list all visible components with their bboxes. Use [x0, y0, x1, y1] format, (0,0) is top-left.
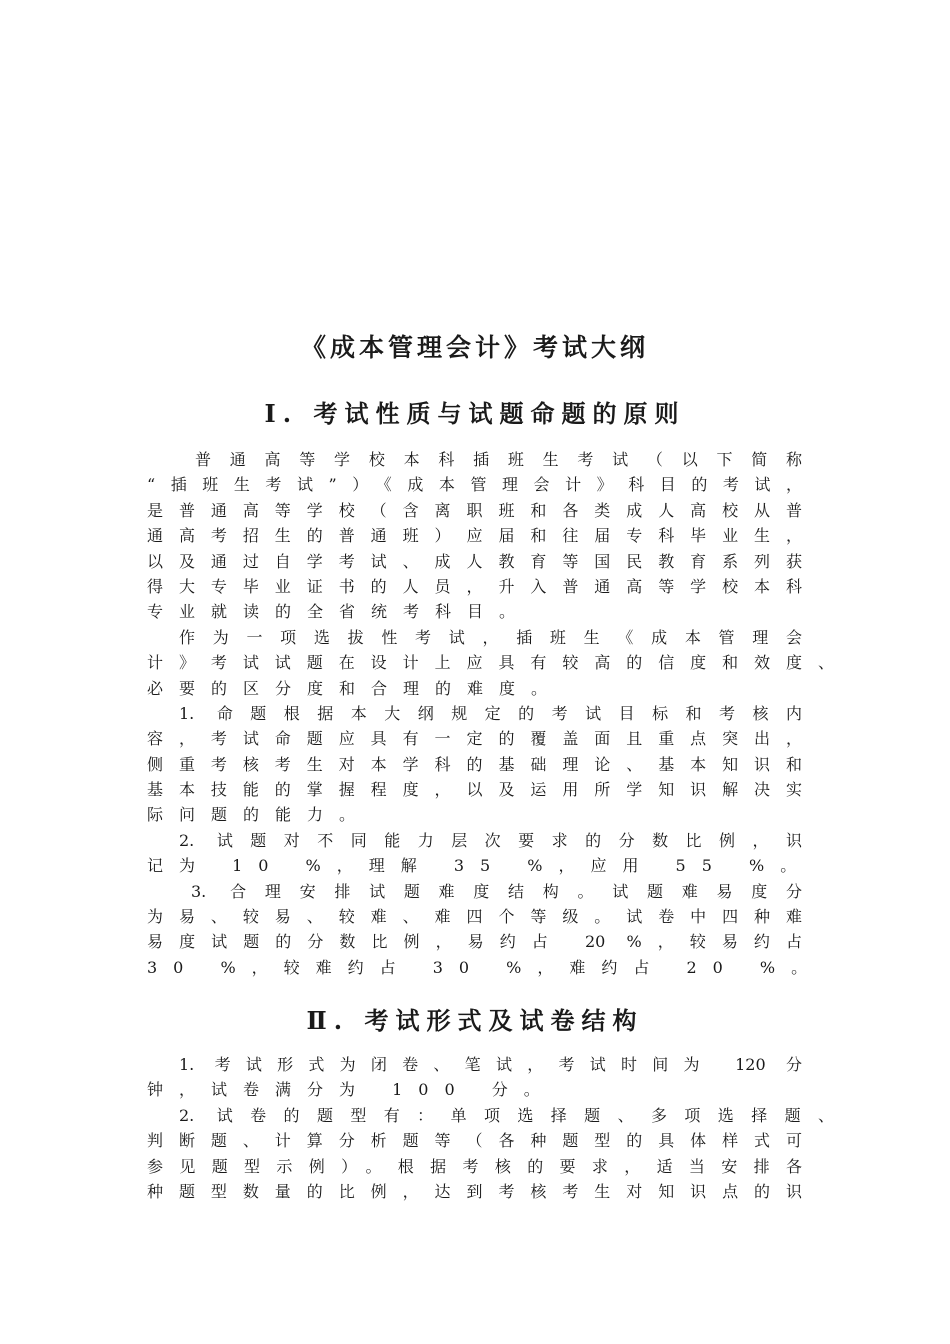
paragraph-line: 种题型数量的比例，达到考核考生对知识点的识 — [147, 1181, 802, 1201]
paragraph-line: 专业就读的全省统考科目。 — [147, 602, 532, 622]
section-2-heading: Ⅱ. 考试形式及试卷结构 — [306, 1006, 644, 1035]
paragraph-line: 30 %，较难约占 30 %，难约占 20 %。 — [147, 957, 824, 977]
paragraph-line: 普通高等学校本科插班生考试（以下简称 — [195, 450, 802, 469]
paragraph-line: 际问题的能力。 — [147, 805, 372, 825]
paragraph-line: 以及通过自学考试、成人教育等国民教育系列获 — [147, 551, 802, 571]
paragraph-line: 基本技能的掌握程度，以及运用所学知识解决实 — [147, 780, 802, 800]
paragraph-line: 作为一项选拔性考试，插班生《成本管理会 — [179, 627, 802, 647]
paragraph-line: 容，考试命题应具有一定的覆盖面且重点突出， — [147, 729, 802, 749]
section-2-body — [147, 1052, 834, 1204]
paragraph-line: 钟，试卷满分为 100 分。 — [147, 1080, 556, 1100]
paragraph-line: 1. 命题根据本大纲规定的考试目标和考核内 — [179, 703, 802, 723]
paragraph-line: 必要的区分度和合理的难度。 — [147, 678, 564, 698]
section-1-body — [147, 447, 834, 980]
paragraph-line: 通高考招生的普通班）应届和往届专科毕业生， — [147, 526, 802, 546]
document-title: 《成本管理会计》考试大纲 — [300, 333, 649, 362]
paragraph-line: “插班生考试”）《成本管理会计》科目的考试， — [147, 475, 802, 495]
paragraph-line: 参见题型示例）。根据考核的要求，适当安排各 — [147, 1156, 802, 1176]
paragraph-line: 是普通高等学校（含离职班和各类成人高校从普 — [147, 500, 802, 520]
paragraph-line: 易度试题的分数比例，易约占 20 %，较易约占 — [147, 932, 802, 952]
paragraph-line: 3. 合理安排试题难度结构。试题难易度分 — [191, 881, 802, 901]
paragraph-line: 记为 10 %，理解 35 %，应用 55 %。 — [147, 856, 813, 876]
paragraph-line: 为易、较易、较难、难四个等级。试卷中四种难 — [147, 907, 802, 927]
paragraph-line: 侧重考核考生对本学科的基础理论、基本知识和 — [147, 754, 802, 774]
paragraph-line: 判断题、计算分析题等（各种题型的具体样式可 — [147, 1131, 802, 1151]
paragraph-line: 2. 试卷的题型有：单项选择题、多项选择题、 — [179, 1105, 834, 1125]
section-1-heading: Ⅰ. 考试性质与试题命题的原则 — [264, 399, 686, 428]
paragraph-line: 1. 考试形式为闭卷、笔试，考试时间为 120 分 — [179, 1055, 802, 1074]
paragraph-line: 得大专毕业证书的人员，升入普通高等学校本科 — [147, 576, 802, 596]
paragraph-line: 2. 试题对不同能力层次要求的分数比例，识 — [179, 830, 802, 850]
paragraph-line: 计》考试试题在设计上应具有较高的信度和效度、 — [147, 653, 834, 673]
